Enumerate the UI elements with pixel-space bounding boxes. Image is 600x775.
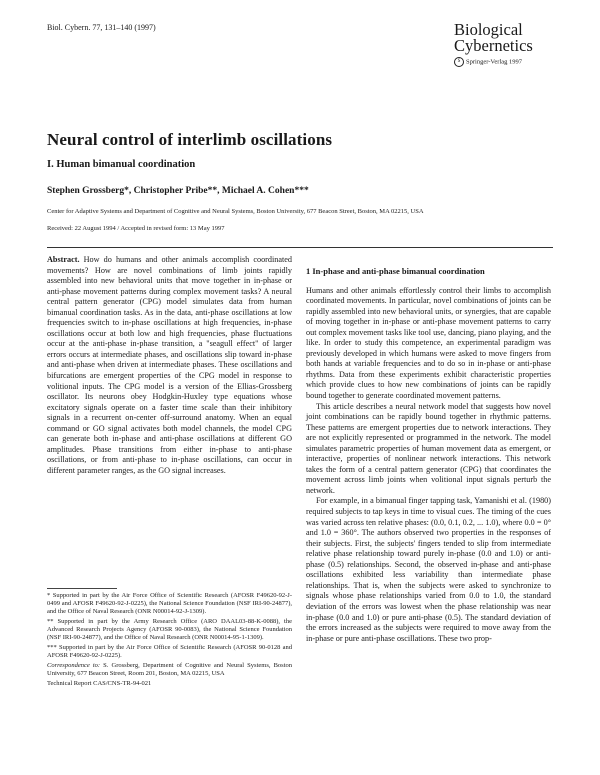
body-paragraph: Humans and other animals effortlessly control their limbs to accomplish coordinated movements. In particular, novel combinations of joints can be rapidly assembled into new behavioral units, or synergies, that are capable of moving together in in-phase or anti-phase movement patterns to carry out complex movement tasks like tool use, dancing, piano playing, and the like. In order to study this competence, an experimental paradigm was previously developed in which humans were asked to move fingers from both hands at variable frequencies and to do so in in-phase or anti-phase rhythms. Data from these experiments exhibit characteristic properties which provide clues to how new combinations of joints can be rapidly bound together to generate coordinated movement patterns. (306, 285, 551, 401)
footnote: * Supported in part by the Air Force Office of Scientific Research (AFOSR F49620-92-J-0499 and AFOSR F49620-92-J-0225), the National Science Foundation (NSF IRI-90-24877), and the Office of Naval Research (ONR N00014-92-J-1309). (47, 592, 292, 615)
article-subtitle: I. Human bimanual coordination (47, 159, 196, 170)
header-divider (47, 247, 553, 248)
footnotes (47, 592, 292, 690)
article-title: Neural control of interlimb oscillations (47, 130, 333, 149)
correspondence-label: Correspondence to: (47, 662, 101, 669)
journal-name-line2: Cybernetics (454, 36, 533, 55)
section-heading: 1 In-phase and anti-phase bimanual coordination (306, 266, 485, 276)
abstract-text: How do humans and other animals accomplish coordinated movements? How are novel combinations of limb joints rapidly assembled into new behavioral units that move together in in-phase or anti-phase movement patterns during complex movement tasks? A neural central pattern generator (CPG) model simulates data from human bimanual coordination tasks. As in the data, anti-phase oscillations at low frequencies switch to in-phase oscillations at high frequencies, in-phase oscillations occur at both low and high frequencies, phase fluctuations occur at the anti-phase in-phase transition, a "seagull effect" of larger errors occurs at intermediate phases, and oscillations slip toward in-phase and anti-phase when driven at intermediate phases. These oscillations and bifurcations are emergent properties of the CPG model in response to volitional inputs. The CPG model is a version of the Ellias-Grossberg oscillator. Its neurons obey Hodgkin-Huxley type equations whose excitatory signals operate on a faster time scale than their inhibitory signals in a recurrent on-center off-surround anatomy. When an equal command or GO signal activates both model channels, the model CPG can generate both in-phase and anti-phase oscillations at different GO amplitudes. Phase transitions from either in-phase to anti-phase oscillations, or from anti-phase to in-phase oscillations, can occur in different parameter ranges, as the GO signal increases. (47, 255, 292, 475)
author-list: Stephen Grossberg*, Christopher Pribe**, Michael A. Cohen*** (47, 186, 309, 196)
publisher-line (454, 57, 574, 67)
abstract (47, 255, 292, 476)
body-paragraph: This article describes a neural network model that suggests how novel joint combinations can be rapidly bound together in rhythmic patterns. These patterns are emergent properties due to network interactions. They are not explicitly represented or programmed in the network. The model simulates parametric properties of human movement data as emergent, or interactive, properties of nonlinear network interactions. This network takes the form of a central pattern generator (CPG) that coordinates the movement across limb joints when volitional input signals perturb the network. (306, 401, 551, 495)
journal-citation: Biol. Cybern. 77, 131–140 (1997) (47, 23, 156, 32)
received-dates: Received: 22 August 1994 / Accepted in revised form: 13 May 1997 (47, 225, 225, 232)
correspondence (47, 662, 292, 678)
technical-report: Technical Report CAS/CNS-TR-94-021 (47, 680, 152, 687)
body-column (306, 266, 551, 644)
abstract-column (47, 255, 292, 476)
footnote-divider (47, 588, 117, 589)
journal-brand (454, 22, 574, 67)
springer-logo-icon: S (454, 57, 464, 67)
body-paragraph: For example, in a bimanual finger tapping task, Yamanishi et al. (1980) required subjects to tap keys in time to visual cues. The timing of the cues was varied across ten relative phases: (0.0, 0.1, 0.2, ... 1.0), where 0.0 = 0° and 1.0 = 360°. The authors observed two properties in the responses of their subjects. First, the subjects' fingers tended to slip from intermediate relative phase relationship toward purely in-phase (0.0 and 1.0) or anti-phase (0.5) relationships. Second, the observed in-phase and anti-phase oscillations exhibited less variability than intermediate phase relationships. That is, when the subjects were asked to synchronize to signals whose phase relationships varied from 0.0 to 1.0, the standard deviation of the errors was lowest when the phase relationship was near in-phase (0.0 and 1.0) or pure anti-phase (0.5). The standard deviation of the errors increased as the subjects were required to move away from the in-phase or pure anti-phase oscillations. These two prop- (306, 496, 551, 643)
affiliation: Center for Adaptive Systems and Department of Cognitive and Neural Systems, Boston University, 677 Beacon Street, Boston, MA 02215, USA (47, 208, 424, 215)
correspondence-text: S. Grossberg, Department of Cognitive and Neural Systems, Boston University, 677 Beacon Street, Room 201, Boston, MA 02215, USA (47, 662, 292, 677)
abstract-label: Abstract. (47, 255, 80, 264)
publisher-name: Springer-Verlag 1997 (466, 58, 523, 66)
journal-name-line1: Biological (454, 20, 523, 39)
footnote: ** Supported in part by the Army Research Office (ARO DAAL03-88-K-0088), the Advanced Research Projects Agency (AFOSR 90-0083), the National Science Foundation (NSF IRI-90-24877), and the Office of Naval Research (ONR N00014-95-1-1309). (47, 618, 292, 641)
footnote: *** Supported in part by the Air Force Office of Scientific Research (AFOSR 90-0128 and AFOSR F49620-92-J-0225). (47, 644, 292, 659)
